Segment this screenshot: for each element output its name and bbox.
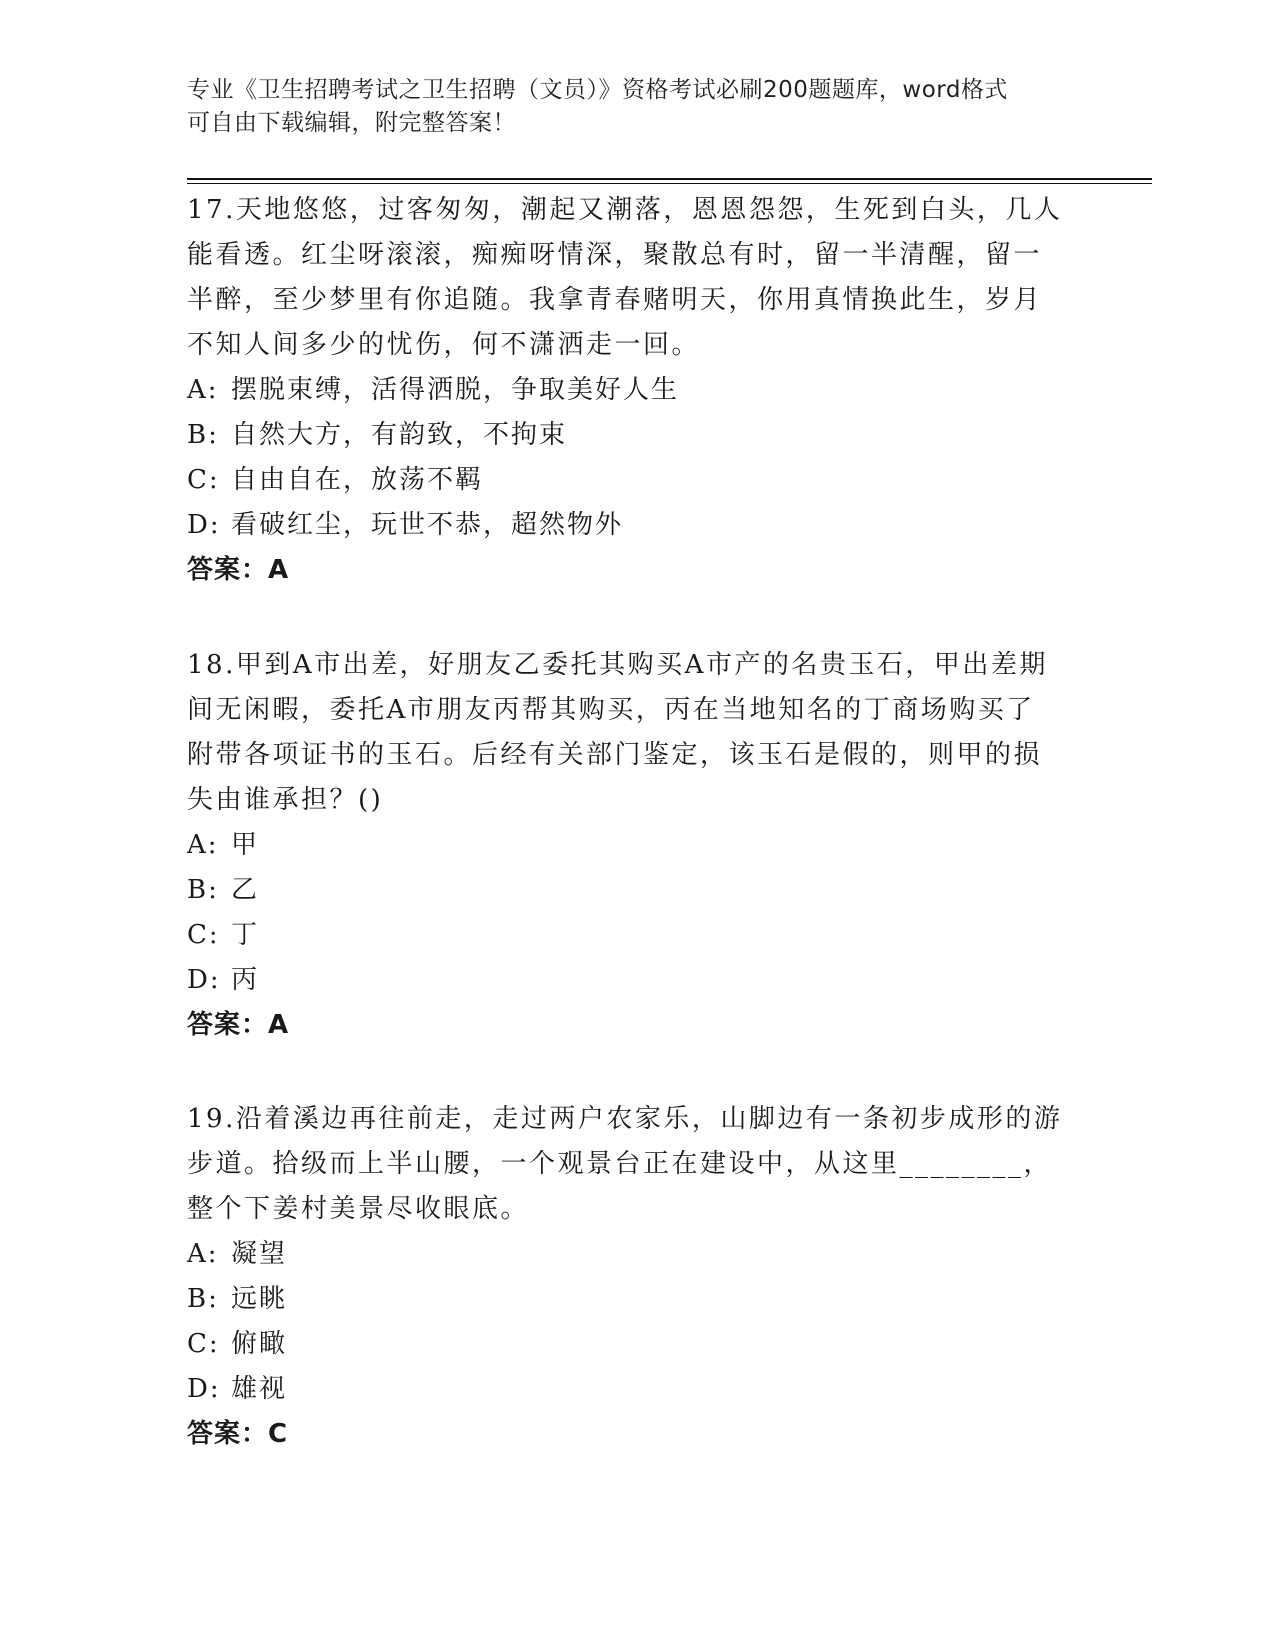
option-c: [187, 458, 1067, 503]
option-text: 远眺: [231, 1284, 288, 1314]
question-text-line: 19.沿着溪边再往前走，走过两户农家乐，山脚边有一条初步成形的游: [187, 1104, 1063, 1134]
option-text: 凝望: [231, 1239, 288, 1269]
option-letter: B:: [187, 1284, 219, 1314]
question-text-line: 间无闲暇，委托A市朋友丙帮其购买，丙在当地知名的丁商场购买了: [187, 695, 1035, 725]
option-a: [187, 1232, 1067, 1277]
option-text: 自然大方，有韵致，不拘束: [231, 420, 568, 450]
question-18: [187, 643, 1067, 1048]
option-text: 甲: [231, 830, 260, 860]
answer-label: 答案：A: [187, 555, 290, 585]
question-text-line: 17.天地悠悠，过客匆匆，潮起又潮落，恩恩怨怨，生死到白头，几人: [187, 195, 1063, 225]
option-d: [187, 958, 1067, 1003]
question-text-line: 能看透。红尘呀滚滚，痴痴呀情深，聚散总有时，留一半清醒，留一: [187, 240, 1043, 270]
option-text: 丙: [231, 965, 260, 995]
option-letter: D:: [187, 965, 221, 995]
header-line-1: 专业《卫生招聘考试之卫生招聘（文员）》资格考试必刷200题题库，word格式: [187, 77, 1008, 103]
answer-label: 答案：C: [187, 1419, 289, 1449]
option-letter: C:: [187, 920, 220, 950]
document-header: [187, 74, 1067, 140]
option-b: [187, 868, 1067, 913]
option-b: [187, 413, 1067, 458]
option-text: 乙: [231, 875, 260, 905]
question-19: [187, 1097, 1067, 1457]
question-text-line: 失由谁承担？(): [187, 785, 384, 815]
option-letter: C:: [187, 465, 220, 495]
option-letter: C:: [187, 1329, 220, 1359]
option-letter: D:: [187, 1374, 221, 1404]
question-text-line: 半醉，至少梦里有你追随。我拿青春赌明天，你用真情换此生，岁月: [187, 285, 1043, 315]
option-letter: B:: [187, 875, 219, 905]
question-17: [187, 188, 1067, 593]
option-letter: B:: [187, 420, 219, 450]
option-letter: A:: [187, 1239, 219, 1269]
option-text: 自由自在，放荡不羁: [231, 465, 484, 495]
option-a: [187, 368, 1067, 413]
option-letter: A:: [187, 375, 219, 405]
question-text-line: 附带各项证书的玉石。后经有关部门鉴定，该玉石是假的，则甲的损: [187, 740, 1043, 770]
header-divider-thick: [187, 178, 1152, 180]
option-letter: A:: [187, 830, 219, 860]
option-letter: D:: [187, 510, 221, 540]
option-b: [187, 1277, 1067, 1322]
header-divider-thin: [187, 183, 1152, 184]
option-text: 摆脱束缚，活得洒脱，争取美好人生: [231, 375, 680, 405]
option-a: [187, 823, 1067, 868]
option-d: [187, 503, 1067, 548]
option-text: 俯瞰: [231, 1329, 288, 1359]
option-text: 丁: [231, 920, 260, 950]
option-d: [187, 1367, 1067, 1412]
option-c: [187, 913, 1067, 958]
option-text: 雄视: [231, 1374, 288, 1404]
option-text: 看破红尘，玩世不恭，超然物外: [231, 510, 624, 540]
header-line-2: 可自由下载编辑，附完整答案！: [187, 110, 516, 136]
question-text-line: 步道。拾级而上半山腰，一个观景台正在建设中，从这里________，: [187, 1149, 1053, 1179]
option-c: [187, 1322, 1067, 1367]
answer-label: 答案：A: [187, 1010, 290, 1040]
question-text-line: 不知人间多少的忧伤，何不潇洒走一回。: [187, 330, 701, 360]
question-text-line: 18.甲到A市出差，好朋友乙委托其购买A市产的名贵玉石，甲出差期: [187, 650, 1048, 680]
question-text-line: 整个下姜村美景尽收眼底。: [187, 1194, 530, 1224]
